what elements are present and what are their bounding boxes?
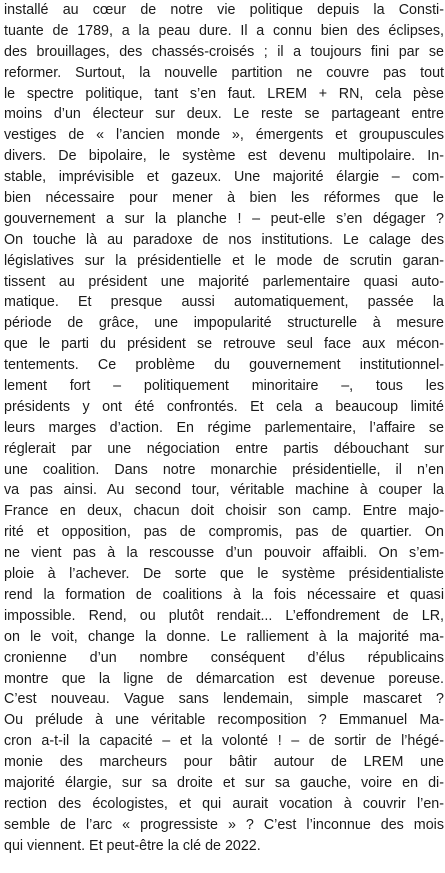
text-line: des brouillages, des chassés-croisés ; il a toujours fini par se <box>4 43 444 60</box>
text-line: rité et opposition, pas de compromis, pas de quartier. On <box>4 524 444 541</box>
text-line: rection des écologistes, et qui aurait vocation à couvrir l’en- <box>4 795 444 812</box>
text-line: bien nécessaire pour mener à bien les réformes que le <box>4 190 444 207</box>
text-line: période de grâce, une impopularité structurelle à mesure <box>4 315 444 332</box>
text-line: montre que la ligne de démarcation est devenue poreuse. <box>4 670 444 687</box>
text-line: matique. Et presque aussi automatiquement, passée la <box>4 294 444 311</box>
text-line: installé au cœur de notre vie politique depuis la Consti- <box>4 2 444 18</box>
text-line: tissent au président une majorité parlementaire quasi auto- <box>4 273 444 290</box>
text-line: gouvernement a sur la planche ! – peut-elle s’en dégager ? <box>4 210 444 227</box>
article-body <box>4 0 444 857</box>
text-line: divers. De bipolaire, le système est devenu multipolaire. In- <box>4 148 444 165</box>
text-line: lement fort – politiquement minoritaire –, tous les <box>4 378 444 395</box>
text-line: stable, imprévisible et gazeux. Une majorité élargie – com- <box>4 169 444 186</box>
text-line: France en deux, chacun doit choisir son camp. Entre majo- <box>4 503 444 520</box>
text-line: tentements. Ce problème du gouvernement institutionnel- <box>4 357 444 374</box>
text-line: rend la formation de coalitions à la fois nécessaire et quasi <box>4 586 444 603</box>
text-line: que le parti du président se retrouve seul face aux mécon- <box>4 336 444 353</box>
text-line: moins d’un électeur sur deux. Le reste se partageant entre <box>4 106 444 123</box>
text-line: monie des marcheurs pour bâtir autour de LREM une <box>4 754 444 771</box>
text-line: On touche là au paradoxe de nos institutions. Le calage des <box>4 231 444 248</box>
text-line: Ou prélude à une véritable recomposition ? Emmanuel Ma- <box>4 712 444 729</box>
text-line: impossible. Rend, ou plutôt rendait... L’effondrement de LR, <box>4 607 444 624</box>
text-line: semble de l’arc « progressiste » ? C’est l’inconnue des mois <box>4 816 444 833</box>
text-line: présidents y ont été confrontés. Et cela a beaucoup limité <box>4 398 444 415</box>
text-line: cron a-t-il la capacité – et la volonté ! – de sortir de l’hégé- <box>4 733 444 750</box>
text-line: législatives sur la présidentielle et le mode de scrutin garan- <box>4 252 444 269</box>
text-line: réglerait par une négociation entre partis débouchant sur <box>4 440 444 457</box>
text-line: leurs marges d’action. En régime parlementaire, l’affaire se <box>4 419 444 436</box>
text-line: le spectre politique, tant s’en faut. LREM + RN, cela pèse <box>4 85 444 102</box>
text-line: une coalition. Dans notre monarchie présidentielle, il n’en <box>4 461 444 478</box>
text-line: cronienne d’un nombre conséquent d’élus républicains <box>4 649 444 666</box>
text-line: on le voit, change la donne. Le ralliement à la majorité ma- <box>4 628 444 645</box>
text-line: tuante de 1789, a la peau dure. Il a connu bien des éclipses, <box>4 22 444 39</box>
text-line: C’est nouveau. Vague sans lendemain, simple mascaret ? <box>4 691 444 708</box>
text-line: majorité élargie, sur sa droite et sur sa gauche, voire en di- <box>4 774 444 791</box>
text-line: ne vient pas à la rescousse d’un pouvoir affaibli. On s’em- <box>4 545 444 562</box>
text-line: vestiges de « l’ancien monde », émergents et groupuscules <box>4 127 444 144</box>
text-line: ploie à l’achever. De sorte que le système présidentialiste <box>4 566 444 583</box>
text-line: va pas ainsi. Au second tour, véritable machine à couper la <box>4 482 444 499</box>
text-line-last: qui viennent. Et peut-être la clé de 2022. <box>4 837 261 854</box>
text-line: reformer. Surtout, la nouvelle partition ne couvre pas tout <box>4 64 444 81</box>
